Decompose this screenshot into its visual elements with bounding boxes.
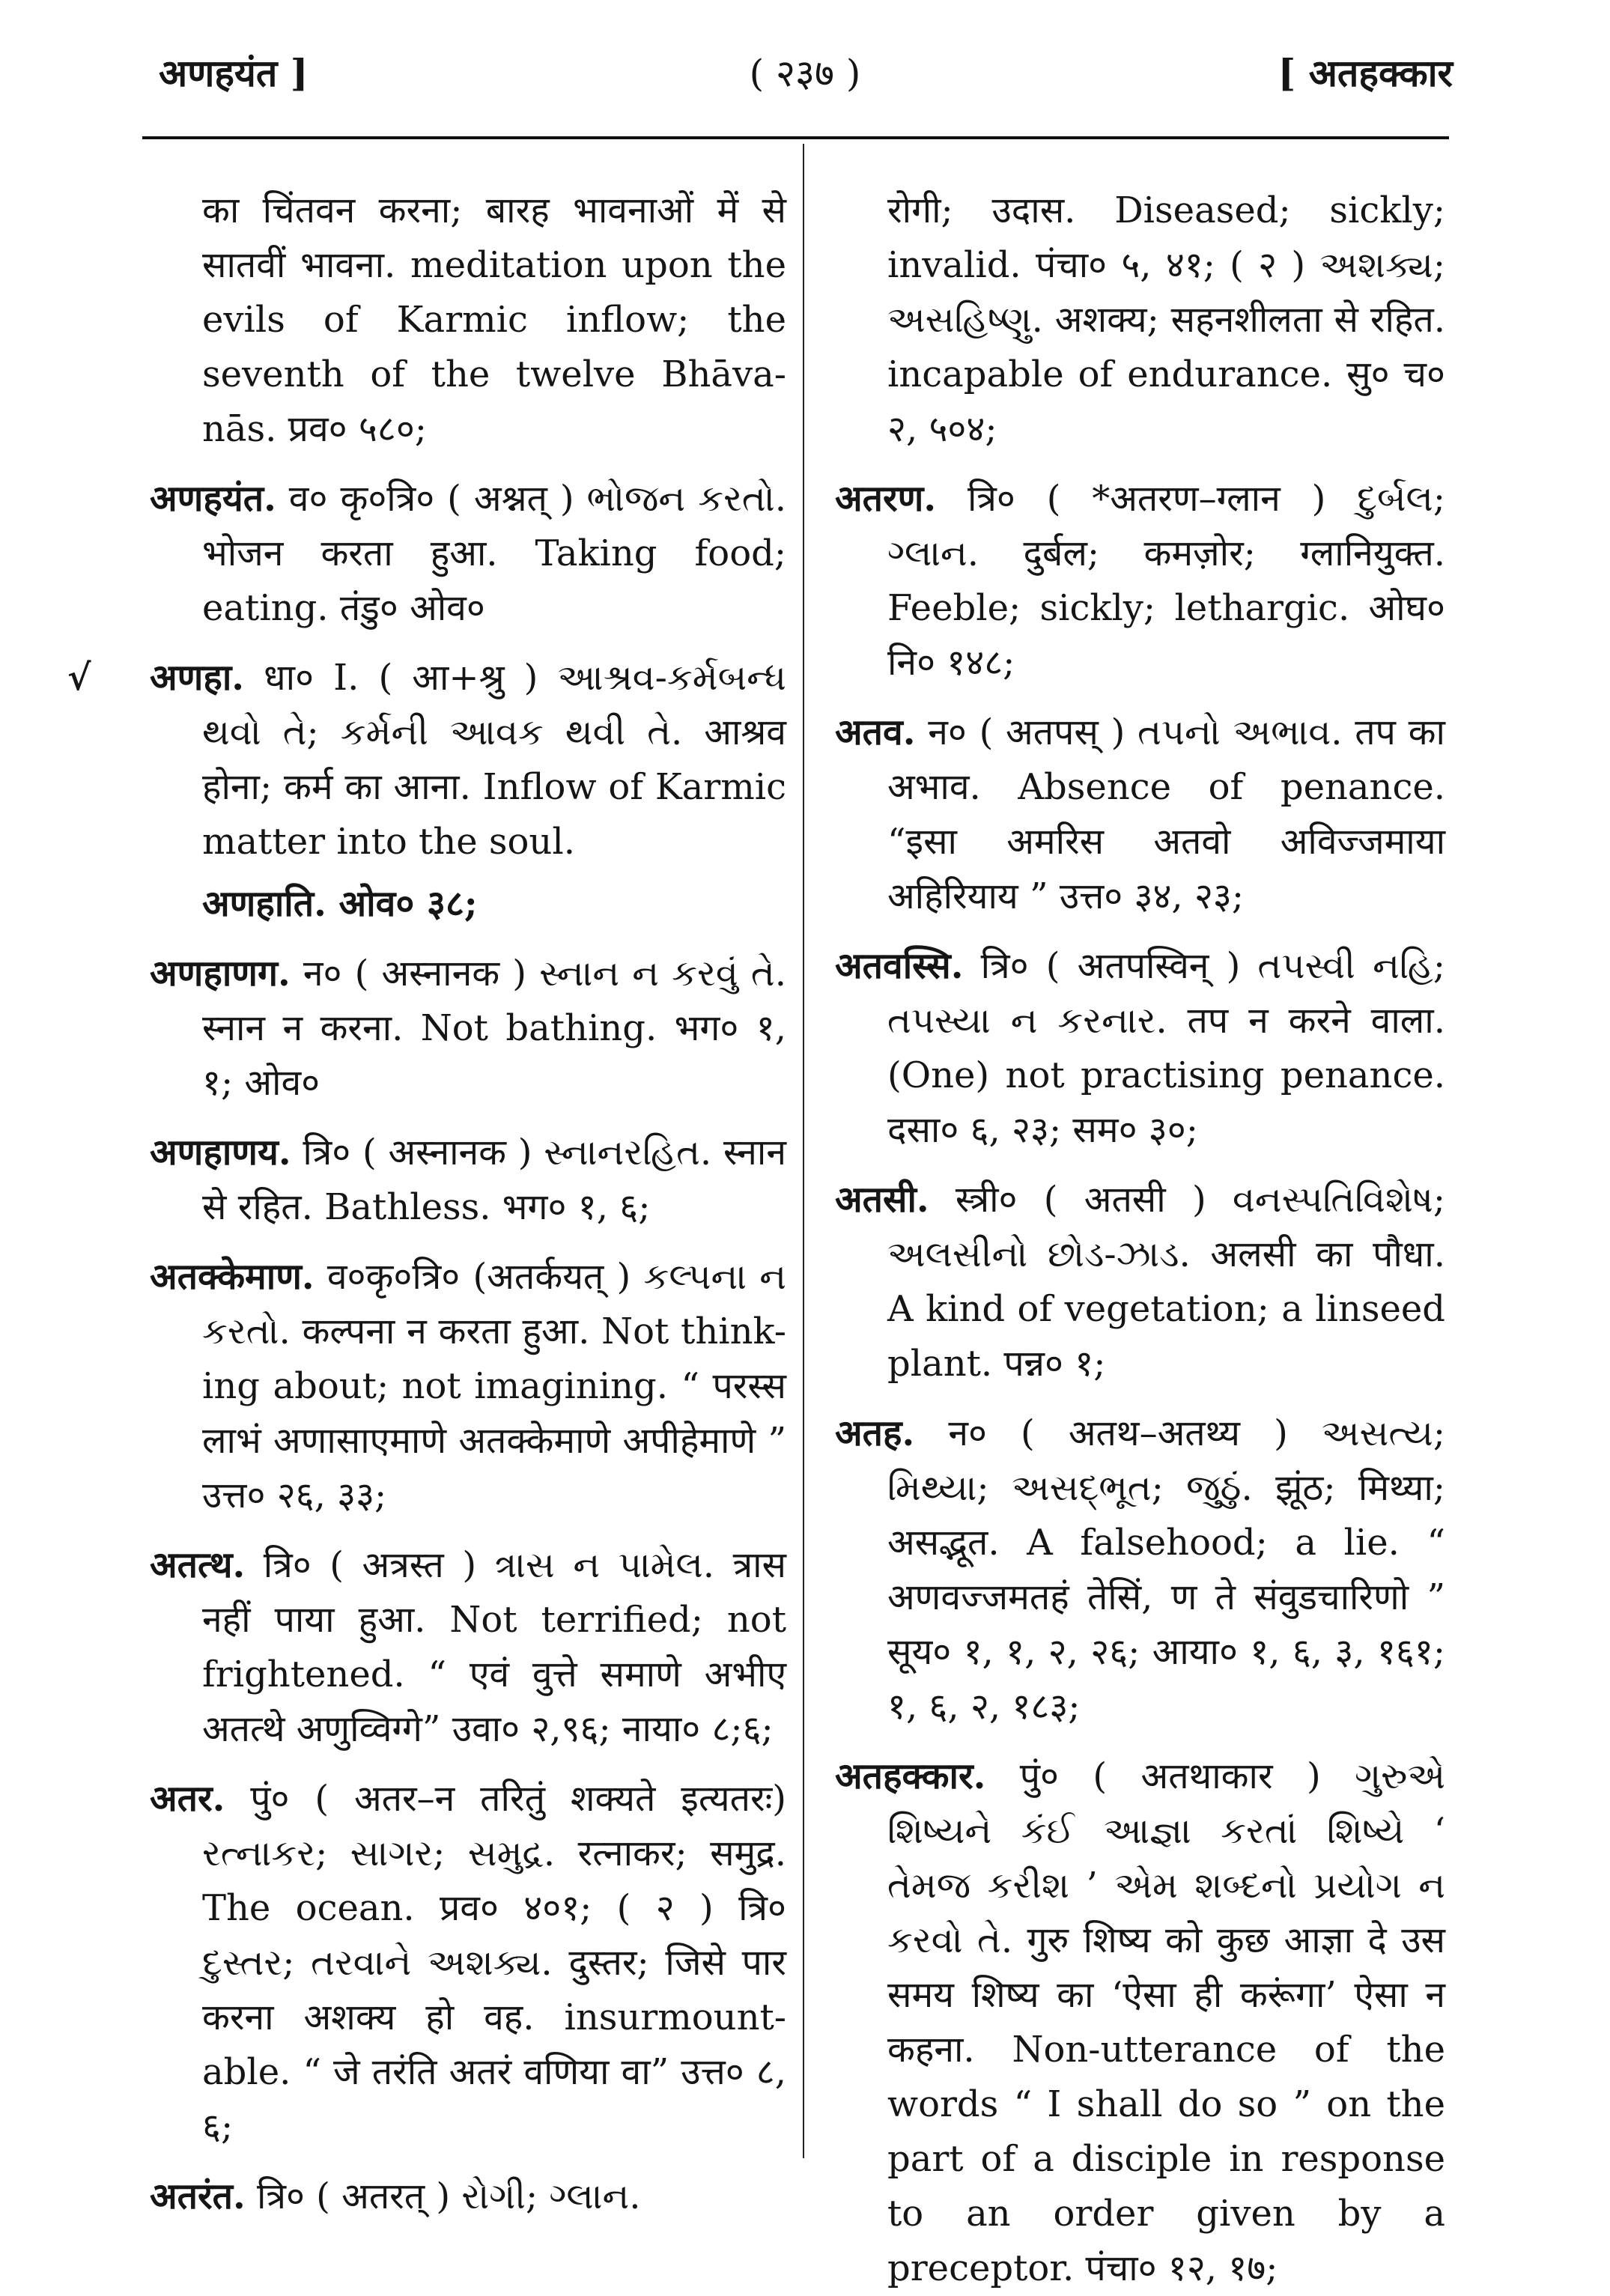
entry: [835, 705, 1445, 924]
entry-headword: अणहयंत.: [150, 478, 276, 520]
entry-text: न० ( अस्नानक ) સ્નાન ન કરવું તે. स्नान न करना. Not bathing. भग० १, १; ओव०: [202, 953, 786, 1104]
entry: [150, 1772, 786, 2154]
entry-text: न० ( अतपस् ) તપનો અભાવ. तप का अभाव. Absence of penance. “इसा अमरिस अतवो अविज्जमाया अहिरियाय ” उत्त० ३४, २३;: [887, 711, 1445, 917]
entry-text: ओव० ३८;: [338, 883, 478, 925]
entry: [150, 1126, 786, 1235]
column-divider: [803, 144, 804, 2158]
entry-text: न० ( अतथ–अतथ्य ) અસત્ય; મિથ્યા; અસદ્ભૂત; જુઠું. झूंठ; मिथ्या; असद्भूत. A falsehood; a lie. “ अणवज्जमतहं तेसिं, ण ते संवुडचारिणो ” सूय० १, १, २, २६; आया० १, ६, ३, १६१; १, ६, २, १८३;: [887, 1412, 1445, 1728]
entry-text: व० कृ०त्रि० ( अश्नत् ) ભોજન કરતો. भोजन करता हुआ. Taking food; eating. तंडु० ओव०: [202, 478, 786, 629]
entry-headword: अणहाति.: [202, 883, 326, 925]
entry: [835, 1406, 1445, 1734]
entry-text: त्रि० ( अतपस्विन् ) તપસ્વી નહિ; તપસ્યા ન કરનાર. तप न करने वाला. (One) not practising penance. दसा० ६, २३; सम० ३०;: [887, 945, 1445, 1151]
entry-headword: अतहक्कार.: [835, 1755, 986, 1797]
entry: [835, 1173, 1445, 1391]
entry-headword: अतह.: [835, 1412, 915, 1454]
entry-headword: अतव.: [835, 711, 916, 753]
entry: [150, 1538, 786, 1757]
entry: [835, 939, 1445, 1158]
entry: [150, 472, 786, 636]
page-number: ( २३७ ): [749, 52, 861, 95]
entry-headword: अतसी.: [835, 1179, 929, 1221]
entry-text: पुं० ( अतथाकार ) ગુરુએ શિષ્યને કંઈ આજ્ઞા કરતાં શિષ્યે ‘ તેમજ કરીશ ’ એમ શબ્દનો પ્રયોગ ન કરવો તે. गुरु शिष्य को कुछ आज्ञा दे उस समय शिष्य का ‘ऐसा ही करूंगा’ ऐसा न कहना. Non-utterance of the words “ I shall do so ” on the part of a disciple in response to an order given by a preceptor. पंचा० १२, १७;: [887, 1755, 1445, 2289]
entry-text: का चिंतवन करना; बारह भावनाओं में से सातवीं भावना. meditation upon the evils of Karmic inflow; the seventh of the twelve Bhāva-nās. प्रव० ५८०;: [202, 189, 786, 450]
entry: [835, 1749, 1445, 2296]
entry-continuation: [835, 183, 1445, 457]
entry-continuation: [150, 183, 786, 457]
entry-headword: अतक्केमाण.: [150, 1256, 315, 1298]
entry-headword: अणहाणय.: [150, 1132, 291, 1173]
entry-text: त्रि० ( *अतरण–ग्लान ) દુર્બલ; ગ્લાન. दुर्बल; कमज़ोर; ग्लानियुक्त. Feeble; sickly; lethargic. ओघ० नि० १४८;: [887, 478, 1445, 684]
header-rule: [142, 136, 1449, 139]
entry-headword: अतरंत.: [150, 2175, 246, 2217]
entry-text: रोगी; उदास. Diseased; sickly; invalid. पंचा० ५, ४१; ( २ ) અશક્ય; અસહિષ્ણુ. अशक्य; सहनशीलता से रहित. incapable of endurance. सु० च० २, ५०४;: [887, 189, 1445, 450]
header-left-guideword: अणहयंत ]: [159, 51, 309, 95]
entry: [150, 947, 786, 1111]
entry-headword: अणहा.: [150, 657, 245, 699]
entry-text: व०कृ०त्रि० (अतर्कयत् ) કલ્પના ન કરતો. कल्पना न करता हुआ. Not think-ing about; not imagining. “ परस्स लाभं अणासाएमाणे अतक्केमाणे अपीहेमाणे ” उत्त० २६, ३३;: [202, 1256, 786, 1516]
entry-text: त्रि० ( अतरत् ) રોગી; ગ્લાન.: [257, 2175, 641, 2217]
left-column: [67, 183, 786, 2235]
header-right-guideword: [ अतहक्कार: [1278, 51, 1453, 95]
entry-text: पुं० ( अतर–न तरितुं शक्यते इत्यतरः) રત્નાકર; સાગર; સમુદ્ર. रत्नाकर; समुद्र. The ocean. प्रव० ४०१; ( २ ) त्रि० દુસ્તર; તરવાને અશક્ય. दुस्तर; जिसे पार करना अशक्य हो वह. insurmount-able. “ जे तरंति अतरं वणिया वा” उत्त० ८, ६;: [202, 1778, 786, 2148]
entry-headword: अतर.: [150, 1778, 225, 1820]
entry: √ अणहा. धा० I. ( आ+श्रु ) આશ્રવ-કર્મબન્ધ થવો તે; કર્મની આવક થવી તે. आश्रव होना; कर्म का आना. Inflow of Karmic matter into the soul.: [67, 657, 786, 863]
right-column: [835, 183, 1445, 2289]
entry-text: धा० I. ( आ+श्रु ) આશ્રવ-કર્મબન્ધ થવો તે; કર્મની આવક થવી તે. आश्रव होना; कर्म का आना. Inflow of Karmic matter into the soul.: [202, 657, 786, 863]
entry-headword: अणहाणग.: [150, 953, 291, 994]
entry: [150, 1250, 786, 1523]
entry-text: त्रि० ( अत्रस्त ) ત્રાસ ન પામેલ. त्रास नहीं पाया हुआ. Not terrified; not frightened. “ एवं वुत्ते समाणे अभीए अतत्थे अणुव्विग्गे” उवा० २,९६; नाया० ८;६;: [202, 1544, 786, 1750]
entry-headword: अतवस्सि.: [835, 945, 964, 987]
entry: [835, 472, 1445, 690]
entry-headword: अतत्थ.: [150, 1544, 246, 1586]
entry-text: स्त्री० ( अतसी ) વનસ્પતિવિશેષ; અલસીનો છોડ-ઝાડ. अलसी का पौधा. A kind of vegetation; a linseed plant. पन्न० १;: [887, 1179, 1445, 1385]
entry-text: त्रि० ( अस्नानक ) સ્નાનરહિત. स्नान से रहित. Bathless. भग० १, ६;: [202, 1132, 786, 1228]
entry: [150, 2169, 786, 2224]
entry-subform: [150, 877, 786, 932]
entry-headword: अतरण.: [835, 478, 937, 520]
